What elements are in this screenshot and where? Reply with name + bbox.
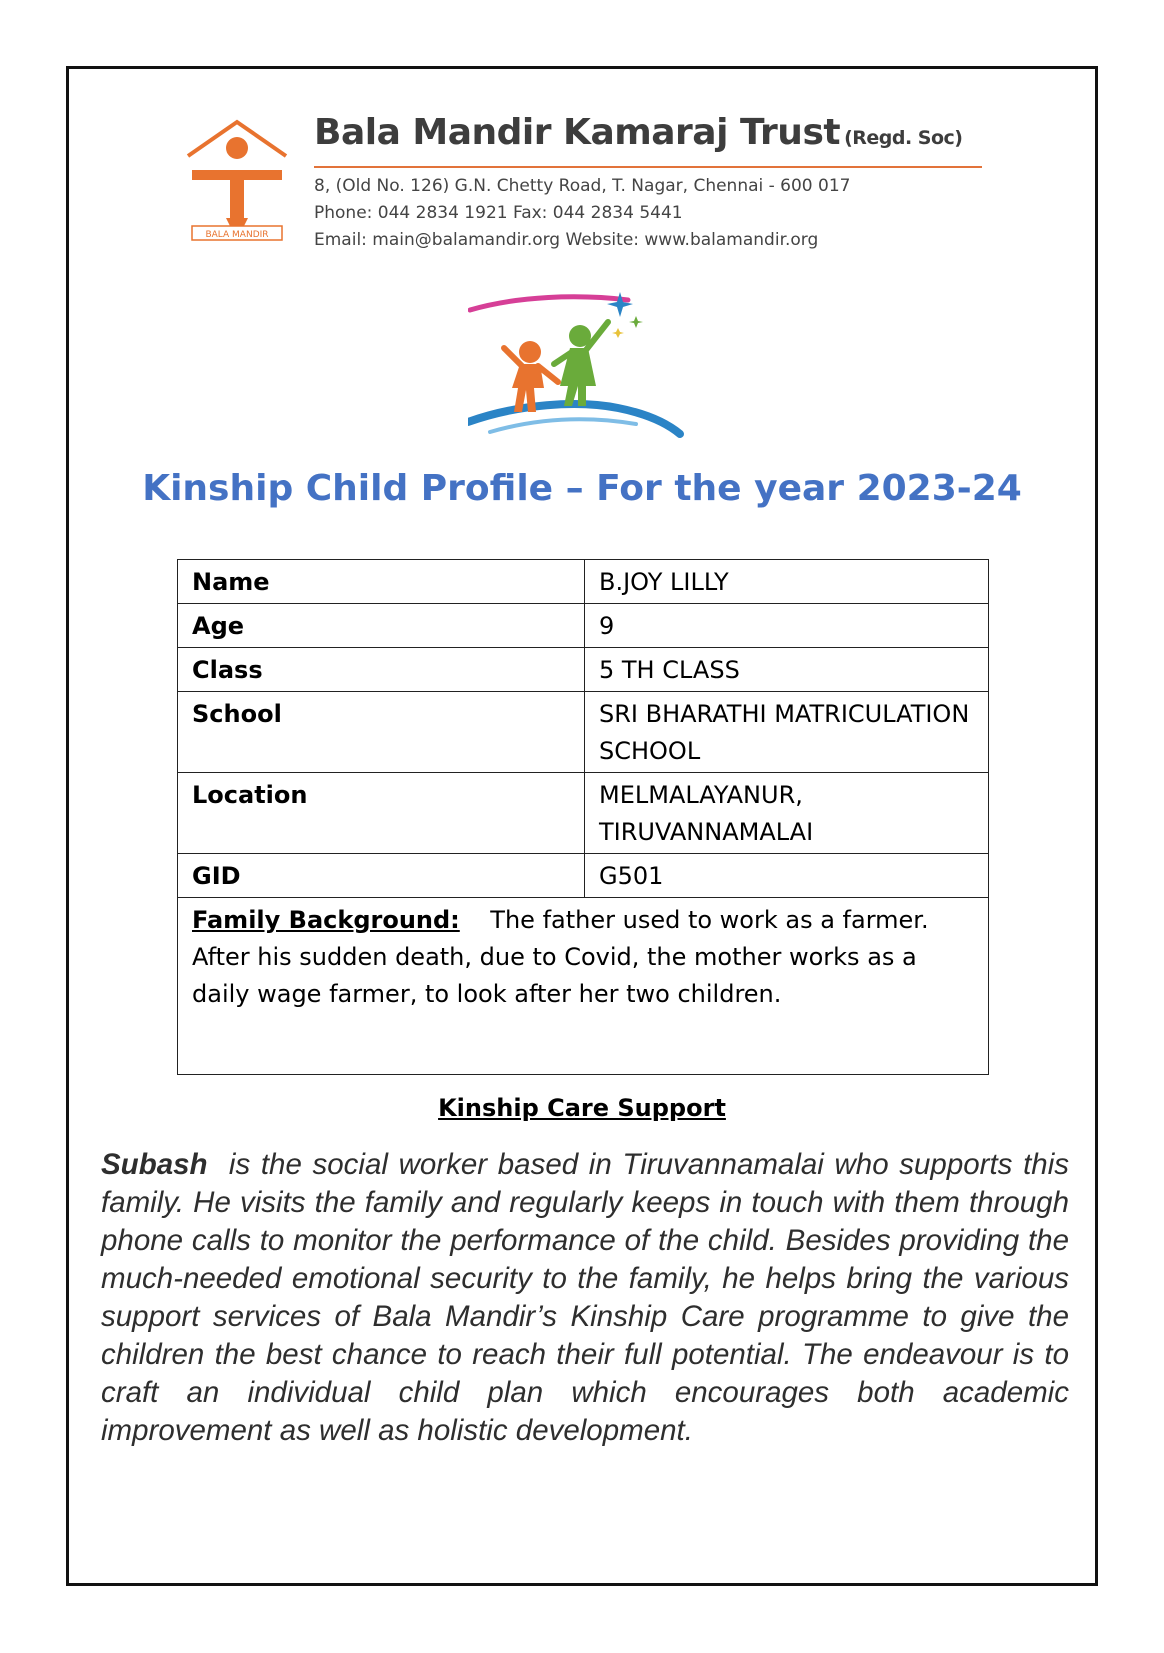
kinship-kids-illustration — [468, 286, 698, 448]
class-value: 5 TH CLASS — [585, 648, 989, 692]
letterhead-rule — [314, 166, 982, 168]
family-background-cell — [178, 898, 989, 1075]
phone-fax-line: Phone: 044 2834 1921 Fax: 044 2834 5441 — [314, 203, 683, 223]
org-name — [314, 112, 963, 153]
age-value: 9 — [585, 604, 989, 648]
location-label: Location — [178, 773, 585, 854]
gid-value: G501 — [585, 854, 989, 898]
family-background-label: Family Background: — [192, 906, 460, 934]
family-background-text: The father used to work as a farmer. After his sudden death, due to Covid, the mother works as a daily wage farmer, to look after her two children. — [192, 906, 929, 1008]
child-profile-table — [177, 559, 989, 1075]
regd-label: (Regd. Soc) — [844, 127, 963, 149]
school-value: SRI BHARATHI MATRICULATION SCHOOL — [585, 692, 989, 773]
school-label: School — [178, 692, 585, 773]
name-value: B.JOY LILLY — [585, 560, 989, 604]
support-heading: Kinship Care Support — [438, 1094, 726, 1122]
age-label: Age — [178, 604, 585, 648]
table-row — [178, 560, 989, 604]
logo-text: BALA MANDIR — [205, 230, 269, 240]
table-row — [178, 604, 989, 648]
support-body-text: is the social worker based in Tiruvannamalai who supports this family. He visits the family and regularly keeps in touch with them through phone calls to monitor the performance of the child. Besides providing the much-needed emotional security to the family, he helps bring the various support services of Bala Mandir’s Kinship Care programme to give the children the best chance to reach their full potential. The endeavour is to craft an individual child plan which encourages both academic improvement as well as holistic development. — [101, 1148, 1069, 1447]
org-name-text: Bala Mandir Kamaraj Trust — [314, 112, 841, 153]
page-title: Kinship Child Profile – For the year 2023-24 — [142, 468, 1022, 509]
location-value: MELMALAYANUR, TIRUVANNAMALAI — [585, 773, 989, 854]
table-row — [178, 648, 989, 692]
class-label: Class — [178, 648, 585, 692]
table-row — [178, 692, 989, 773]
gid-label: GID — [178, 854, 585, 898]
address-line: 8, (Old No. 126) G.N. Chetty Road, T. Nagar, Chennai - 600 017 — [314, 176, 851, 196]
social-worker-name: Subash — [101, 1148, 208, 1181]
bala-mandir-logo — [184, 118, 290, 248]
support-paragraph — [101, 1146, 1069, 1450]
family-background-row — [178, 898, 989, 1075]
table-row — [178, 854, 989, 898]
name-label: Name — [178, 560, 585, 604]
email-web-line: Email: main@balamandir.org Website: www.balamandir.org — [314, 230, 819, 250]
table-row — [178, 773, 989, 854]
